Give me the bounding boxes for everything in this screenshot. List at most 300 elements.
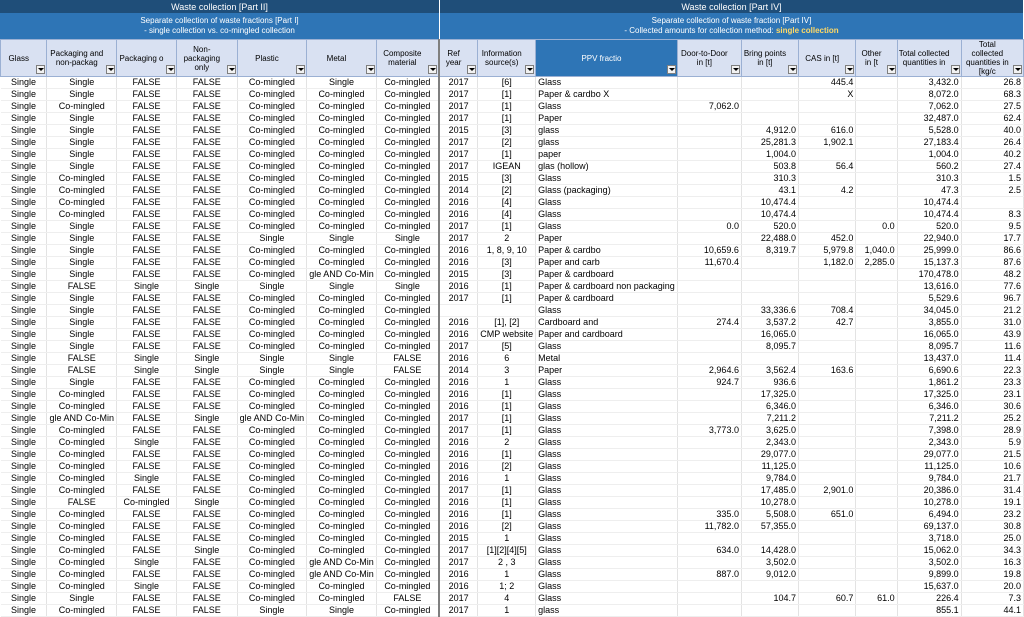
cell-ppv-fraction[interactable]: Glass [536,593,678,605]
cell-total-kg[interactable]: 21.2 [961,305,1023,317]
cell-plastic[interactable]: Co-mingled [237,221,307,233]
cell-metal[interactable]: Co-mingled [307,401,377,413]
cell-glass[interactable]: Single [1,281,47,293]
cell-composite[interactable]: Co-mingled [376,125,439,137]
cell-ppv-fraction[interactable]: Glass [536,569,678,581]
cell-ref-year[interactable]: 2016 [439,389,478,401]
cell-total-t[interactable]: 9,899.0 [897,569,961,581]
cell-packaging[interactable]: Single [47,137,117,149]
cell-plastic[interactable]: Co-mingled [237,425,307,437]
filter-dropdown-icon[interactable] [951,65,960,74]
cell-packaging-only[interactable]: FALSE [117,401,177,413]
cell-bring-points[interactable]: 8,095.7 [741,341,798,353]
cell-bring-points[interactable] [741,605,798,617]
cell-composite[interactable]: Co-mingled [376,509,439,521]
cell-packaging[interactable]: Co-mingled [47,557,117,569]
cell-composite[interactable]: Co-mingled [376,401,439,413]
filter-dropdown-icon[interactable] [428,65,437,74]
cell-non-packaging-only[interactable]: FALSE [176,233,237,245]
cell-info-source[interactable]: [1] [478,221,536,233]
cell-packaging-only[interactable]: FALSE [117,533,177,545]
cell-cas[interactable] [798,569,855,581]
cell-bring-points[interactable] [741,113,798,125]
cell-non-packaging-only[interactable]: FALSE [176,593,237,605]
cell-composite[interactable]: Co-mingled [376,185,439,197]
cell-composite[interactable]: Co-mingled [376,269,439,281]
cell-plastic[interactable]: Co-mingled [237,77,307,89]
cell-total-kg[interactable]: 96.7 [961,293,1023,305]
cell-packaging-only[interactable]: FALSE [117,101,177,113]
cell-total-t[interactable]: 3,432.0 [897,77,961,89]
cell-cas[interactable] [798,461,855,473]
cell-glass[interactable]: Single [1,473,47,485]
cell-ref-year[interactable]: 2017 [439,425,478,437]
cell-ppv-fraction[interactable]: Glass [536,401,678,413]
cell-total-t[interactable]: 15,137.3 [897,257,961,269]
column-header-other[interactable] [856,40,897,77]
cell-total-t[interactable]: 15,637.0 [897,581,961,593]
cell-ppv-fraction[interactable]: Glass [536,581,678,593]
cell-cas[interactable]: 60.7 [798,593,855,605]
cell-composite[interactable]: Co-mingled [376,221,439,233]
cell-metal[interactable]: Co-mingled [307,485,377,497]
cell-composite[interactable]: Co-mingled [376,257,439,269]
cell-packaging-only[interactable]: FALSE [117,545,177,557]
cell-info-source[interactable]: [6] [478,77,536,89]
cell-packaging[interactable]: Single [47,89,117,101]
cell-plastic[interactable]: Co-mingled [237,113,307,125]
cell-cas[interactable]: 2,901.0 [798,485,855,497]
cell-door-to-door[interactable]: 3,773.0 [677,425,741,437]
column-header-packaging-only[interactable] [117,40,177,77]
cell-ref-year[interactable]: 2017 [439,593,478,605]
cell-ppv-fraction[interactable]: Glass [536,533,678,545]
column-header-plastic[interactable] [237,40,307,77]
cell-total-t[interactable]: 5,529.6 [897,293,961,305]
cell-plastic[interactable]: Co-mingled [237,125,307,137]
cell-other[interactable] [856,449,897,461]
cell-glass[interactable]: Single [1,389,47,401]
cell-glass[interactable]: Single [1,557,47,569]
cell-cas[interactable]: 56.4 [798,161,855,173]
cell-packaging[interactable]: Co-mingled [47,197,117,209]
cell-ppv-fraction[interactable]: Glass [536,209,678,221]
cell-packaging[interactable]: Co-mingled [47,401,117,413]
cell-total-kg[interactable]: 23.3 [961,377,1023,389]
cell-total-kg[interactable]: 2.5 [961,185,1023,197]
cell-door-to-door[interactable] [677,437,741,449]
cell-packaging-only[interactable]: FALSE [117,233,177,245]
cell-door-to-door[interactable] [677,209,741,221]
cell-non-packaging-only[interactable]: FALSE [176,101,237,113]
cell-packaging[interactable]: Single [47,77,117,89]
cell-ppv-fraction[interactable]: Paper [536,365,678,377]
cell-info-source[interactable]: [1] [478,281,536,293]
cell-glass[interactable]: Single [1,329,47,341]
cell-ref-year[interactable]: 2017 [439,413,478,425]
cell-plastic[interactable]: Single [237,281,307,293]
cell-door-to-door[interactable] [677,461,741,473]
cell-metal[interactable]: Co-mingled [307,305,377,317]
cell-ppv-fraction[interactable]: Metal [536,353,678,365]
cell-glass[interactable]: Single [1,605,47,617]
cell-door-to-door[interactable] [677,605,741,617]
cell-bring-points[interactable]: 25,281.3 [741,137,798,149]
cell-bring-points[interactable] [741,101,798,113]
cell-other[interactable] [856,521,897,533]
cell-composite[interactable]: Single [376,233,439,245]
cell-plastic[interactable]: Co-mingled [237,149,307,161]
cell-info-source[interactable]: IGEAN [478,161,536,173]
cell-ref-year[interactable]: 2016 [439,461,478,473]
cell-ref-year[interactable]: 2016 [439,437,478,449]
cell-info-source[interactable]: 1 [478,377,536,389]
cell-plastic[interactable]: Single [237,365,307,377]
cell-composite[interactable]: Co-mingled [376,137,439,149]
cell-door-to-door[interactable] [677,185,741,197]
cell-non-packaging-only[interactable]: FALSE [176,509,237,521]
cell-metal[interactable]: Co-mingled [307,197,377,209]
cell-cas[interactable] [798,437,855,449]
filter-dropdown-icon[interactable] [525,65,534,74]
cell-total-t[interactable]: 3,718.0 [897,533,961,545]
cell-cas[interactable] [798,221,855,233]
cell-other[interactable] [856,233,897,245]
cell-packaging[interactable]: Single [47,593,117,605]
cell-bring-points[interactable]: 4,912.0 [741,125,798,137]
cell-plastic[interactable]: Co-mingled [237,509,307,521]
cell-bring-points[interactable]: 3,625.0 [741,425,798,437]
cell-packaging[interactable]: Co-mingled [47,461,117,473]
cell-other[interactable] [856,437,897,449]
cell-composite[interactable]: FALSE [376,353,439,365]
cell-ppv-fraction[interactable]: Glass [536,173,678,185]
cell-glass[interactable]: Single [1,377,47,389]
cell-metal[interactable]: Co-mingled [307,317,377,329]
cell-ref-year[interactable]: 2017 [439,221,478,233]
cell-bring-points[interactable] [741,581,798,593]
cell-info-source[interactable]: [3] [478,173,536,185]
cell-packaging[interactable]: FALSE [47,365,117,377]
cell-other[interactable] [856,473,897,485]
cell-metal[interactable]: Co-mingled [307,497,377,509]
cell-info-source[interactable]: 2 , 3 [478,557,536,569]
cell-packaging-only[interactable]: FALSE [117,509,177,521]
cell-total-kg[interactable]: 34.3 [961,545,1023,557]
cell-total-kg[interactable]: 28.9 [961,425,1023,437]
cell-packaging-only[interactable]: FALSE [117,605,177,617]
cell-glass[interactable]: Single [1,245,47,257]
cell-door-to-door[interactable]: 10,659.6 [677,245,741,257]
cell-ref-year[interactable]: 2016 [439,245,478,257]
cell-plastic[interactable]: Co-mingled [237,401,307,413]
cell-total-kg[interactable]: 86.6 [961,245,1023,257]
cell-plastic[interactable]: Co-mingled [237,521,307,533]
cell-ref-year[interactable]: 2016 [439,509,478,521]
cell-cas[interactable] [798,389,855,401]
cell-door-to-door[interactable]: 335.0 [677,509,741,521]
cell-ref-year[interactable]: 2017 [439,77,478,89]
cell-total-kg[interactable]: 11.4 [961,353,1023,365]
cell-total-t[interactable]: 32,487.0 [897,113,961,125]
cell-info-source[interactable]: [2] [478,185,536,197]
cell-plastic[interactable]: Co-mingled [237,581,307,593]
cell-glass[interactable]: Single [1,521,47,533]
cell-glass[interactable]: Single [1,305,47,317]
cell-glass[interactable]: Single [1,449,47,461]
cell-total-kg[interactable]: 30.6 [961,401,1023,413]
cell-other[interactable] [856,389,897,401]
cell-info-source[interactable]: 1; 2 [478,581,536,593]
cell-packaging[interactable]: Co-mingled [47,605,117,617]
cell-ppv-fraction[interactable]: Glass [536,221,678,233]
cell-packaging[interactable]: Single [47,221,117,233]
cell-composite[interactable]: Co-mingled [376,149,439,161]
cell-glass[interactable]: Single [1,149,47,161]
filter-dropdown-icon[interactable] [1013,65,1022,74]
cell-non-packaging-only[interactable]: FALSE [176,245,237,257]
cell-total-kg[interactable]: 23.1 [961,389,1023,401]
filter-dropdown-icon[interactable] [166,65,175,74]
cell-non-packaging-only[interactable]: FALSE [176,161,237,173]
cell-metal[interactable]: Single [307,77,377,89]
cell-cas[interactable] [798,533,855,545]
cell-packaging-only[interactable]: FALSE [117,137,177,149]
cell-bring-points[interactable]: 57,355.0 [741,521,798,533]
cell-total-kg[interactable]: 9.5 [961,221,1023,233]
cell-total-t[interactable]: 10,474.4 [897,197,961,209]
cell-ppv-fraction[interactable]: Glass [536,557,678,569]
cell-other[interactable] [856,425,897,437]
cell-door-to-door[interactable]: 11,782.0 [677,521,741,533]
cell-non-packaging-only[interactable]: FALSE [176,377,237,389]
cell-composite[interactable]: Co-mingled [376,101,439,113]
cell-total-kg[interactable]: 26.8 [961,77,1023,89]
cell-metal[interactable]: Single [307,605,377,617]
cell-glass[interactable]: Single [1,365,47,377]
cell-metal[interactable]: Co-mingled [307,473,377,485]
cell-ppv-fraction[interactable]: Glass [536,473,678,485]
cell-plastic[interactable]: Co-mingled [237,389,307,401]
cell-door-to-door[interactable] [677,233,741,245]
cell-total-kg[interactable]: 16.3 [961,557,1023,569]
cell-packaging[interactable]: Co-mingled [47,521,117,533]
cell-other[interactable]: 2,285.0 [856,257,897,269]
cell-non-packaging-only[interactable]: FALSE [176,305,237,317]
cell-packaging[interactable]: Single [47,377,117,389]
cell-bring-points[interactable] [741,281,798,293]
cell-ppv-fraction[interactable]: Glass [536,389,678,401]
cell-non-packaging-only[interactable]: FALSE [176,221,237,233]
cell-other[interactable] [856,173,897,185]
cell-total-t[interactable]: 6,690.6 [897,365,961,377]
cell-packaging[interactable]: Co-mingled [47,485,117,497]
cell-other[interactable]: 61.0 [856,593,897,605]
cell-glass[interactable]: Single [1,113,47,125]
cell-ref-year[interactable]: 2016 [439,521,478,533]
cell-total-t[interactable]: 3,855.0 [897,317,961,329]
cell-other[interactable] [856,533,897,545]
cell-door-to-door[interactable] [677,497,741,509]
cell-packaging-only[interactable]: FALSE [117,269,177,281]
cell-door-to-door[interactable] [677,533,741,545]
cell-ppv-fraction[interactable]: Glass [536,509,678,521]
cell-packaging[interactable]: Co-mingled [47,185,117,197]
column-header-non-packaging-only[interactable] [176,40,237,77]
cell-metal[interactable]: Co-mingled [307,461,377,473]
cell-packaging-only[interactable]: FALSE [117,173,177,185]
cell-ref-year[interactable]: 2017 [439,149,478,161]
cell-plastic[interactable]: Co-mingled [237,245,307,257]
cell-packaging-only[interactable]: FALSE [117,185,177,197]
cell-door-to-door[interactable]: 7,062.0 [677,101,741,113]
cell-glass[interactable]: Single [1,341,47,353]
cell-cas[interactable] [798,113,855,125]
cell-info-source[interactable]: [2] [478,461,536,473]
cell-ref-year[interactable]: 2016 [439,197,478,209]
cell-glass[interactable]: Single [1,581,47,593]
cell-plastic[interactable]: Co-mingled [237,497,307,509]
cell-total-kg[interactable]: 44.1 [961,605,1023,617]
cell-door-to-door[interactable] [677,593,741,605]
cell-metal[interactable]: Co-mingled [307,593,377,605]
cell-composite[interactable]: Co-mingled [376,161,439,173]
cell-ref-year[interactable]: 2016 [439,401,478,413]
column-header-composite[interactable] [376,40,439,77]
cell-plastic[interactable]: Co-mingled [237,197,307,209]
cell-cas[interactable] [798,149,855,161]
cell-composite[interactable]: FALSE [376,593,439,605]
cell-plastic[interactable]: Co-mingled [237,173,307,185]
cell-bring-points[interactable] [741,89,798,101]
cell-ppv-fraction[interactable]: Glass [536,497,678,509]
cell-metal[interactable]: Co-mingled [307,413,377,425]
cell-door-to-door[interactable]: 274.4 [677,317,741,329]
cell-composite[interactable]: Co-mingled [376,197,439,209]
cell-info-source[interactable]: [1] [478,485,536,497]
cell-composite[interactable]: Co-mingled [376,437,439,449]
cell-total-kg[interactable]: 21.5 [961,449,1023,461]
cell-plastic[interactable]: Co-mingled [237,557,307,569]
cell-cas[interactable]: 708.4 [798,305,855,317]
cell-packaging-only[interactable]: FALSE [117,257,177,269]
cell-total-kg[interactable]: 26.4 [961,137,1023,149]
cell-ppv-fraction[interactable]: Paper & cardboard [536,293,678,305]
cell-info-source[interactable]: [1] [478,149,536,161]
cell-info-source[interactable]: 4 [478,593,536,605]
cell-ppv-fraction[interactable]: Glass [536,485,678,497]
cell-cas[interactable] [798,413,855,425]
cell-cas[interactable] [798,449,855,461]
cell-total-t[interactable]: 69,137.0 [897,521,961,533]
cell-plastic[interactable]: Co-mingled [237,305,307,317]
cell-non-packaging-only[interactable]: FALSE [176,173,237,185]
cell-non-packaging-only[interactable]: FALSE [176,257,237,269]
cell-total-t[interactable]: 560.2 [897,161,961,173]
cell-cas[interactable]: 651.0 [798,509,855,521]
cell-info-source[interactable]: [1], [2] [478,317,536,329]
cell-ppv-fraction[interactable]: glass [536,605,678,617]
cell-metal[interactable]: Single [307,281,377,293]
cell-glass[interactable]: Single [1,293,47,305]
cell-ref-year[interactable]: 2015 [439,173,478,185]
cell-other[interactable] [856,113,897,125]
cell-ref-year[interactable]: 2014 [439,185,478,197]
filter-dropdown-icon[interactable] [366,65,375,74]
cell-non-packaging-only[interactable]: FALSE [176,557,237,569]
cell-metal[interactable]: Single [307,233,377,245]
cell-ppv-fraction[interactable]: Paper & cardboard non packaging [536,281,678,293]
cell-packaging-only[interactable]: FALSE [117,77,177,89]
cell-total-t[interactable]: 10,474.4 [897,209,961,221]
cell-packaging-only[interactable]: FALSE [117,209,177,221]
cell-door-to-door[interactable] [677,197,741,209]
cell-bring-points[interactable]: 29,077.0 [741,449,798,461]
cell-cas[interactable]: 452.0 [798,233,855,245]
cell-packaging-only[interactable]: FALSE [117,341,177,353]
cell-composite[interactable]: Co-mingled [376,545,439,557]
cell-packaging[interactable]: Co-mingled [47,473,117,485]
cell-info-source[interactable]: [1] [478,425,536,437]
cell-other[interactable]: 0.0 [856,221,897,233]
cell-ppv-fraction[interactable]: Paper & cardbo X [536,89,678,101]
cell-door-to-door[interactable] [677,293,741,305]
cell-glass[interactable]: Single [1,161,47,173]
filter-dropdown-icon[interactable] [887,65,896,74]
cell-door-to-door[interactable]: 0.0 [677,221,741,233]
cell-other[interactable] [856,125,897,137]
cell-info-source[interactable]: [1] [478,89,536,101]
cell-non-packaging-only[interactable]: FALSE [176,197,237,209]
cell-metal[interactable]: Co-mingled [307,245,377,257]
cell-glass[interactable]: Single [1,317,47,329]
cell-other[interactable] [856,293,897,305]
cell-ref-year[interactable]: 2016 [439,581,478,593]
cell-info-source[interactable]: [1] [478,389,536,401]
cell-ref-year[interactable]: 2015 [439,269,478,281]
cell-other[interactable] [856,569,897,581]
cell-non-packaging-only[interactable]: FALSE [176,461,237,473]
cell-total-kg[interactable]: 68.3 [961,89,1023,101]
filter-dropdown-icon[interactable] [36,65,45,74]
cell-cas[interactable]: 5,979.8 [798,245,855,257]
cell-ref-year[interactable]: 2015 [439,533,478,545]
cell-glass[interactable]: Single [1,257,47,269]
cell-bring-points[interactable]: 14,428.0 [741,545,798,557]
cell-glass[interactable]: Single [1,185,47,197]
cell-non-packaging-only[interactable]: FALSE [176,149,237,161]
cell-total-t[interactable]: 9,784.0 [897,473,961,485]
cell-total-kg[interactable]: 40.0 [961,125,1023,137]
cell-composite[interactable]: FALSE [376,365,439,377]
cell-composite[interactable]: Co-mingled [376,521,439,533]
cell-other[interactable] [856,545,897,557]
cell-info-source[interactable]: CMP website [478,329,536,341]
cell-metal[interactable]: Co-mingled [307,257,377,269]
cell-metal[interactable]: Co-mingled [307,89,377,101]
cell-glass[interactable]: Single [1,209,47,221]
cell-other[interactable]: 1,040.0 [856,245,897,257]
cell-other[interactable] [856,509,897,521]
cell-packaging[interactable]: Co-mingled [47,173,117,185]
cell-info-source[interactable]: 2 [478,437,536,449]
cell-glass[interactable]: Single [1,425,47,437]
cell-total-t[interactable]: 27,183.4 [897,137,961,149]
column-header-metal[interactable] [307,40,377,77]
cell-non-packaging-only[interactable]: FALSE [176,605,237,617]
cell-composite[interactable]: Co-mingled [376,377,439,389]
cell-info-source[interactable]: [4] [478,197,536,209]
